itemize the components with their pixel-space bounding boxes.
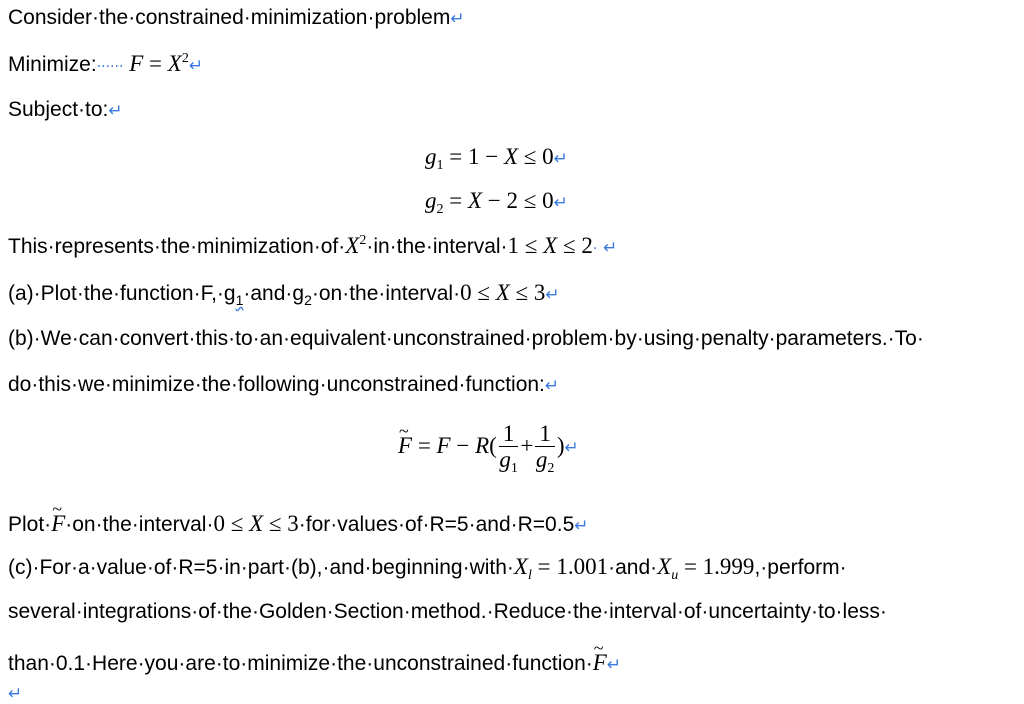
part-c-line-2: several·integrations·of·the·Golden·Section·method.·Reduce·the·interval·of·uncertainty·to·less·	[8, 600, 887, 623]
empty-paragraph	[8, 684, 22, 703]
fraction-1-over-g2: $\frac{1}{g_2}$	[535, 421, 555, 477]
constraint-g2: $g_2 = X - 2$ ≤ 0↵	[425, 188, 568, 217]
paragraph-mark-icon: ↵	[606, 655, 622, 675]
paragraph-mark-icon: ↵	[544, 376, 560, 396]
minimize-line	[8, 50, 203, 81]
spacing-dots: ······	[96, 59, 124, 75]
constraint-g1: $g_1 = 1 - X$ ≤ 0↵	[425, 144, 568, 173]
paragraph-mark-icon: ↵	[8, 684, 23, 704]
represents-line: $This\cdot represents\cdot the\cdot minimization\cdot of\cdot X^2\cdot in\cdot the\cdot interval\cdot 1 \le X \le 2\cdot$ ↵	[8, 233, 618, 258]
f-tilde: ~ F	[398, 420, 412, 472]
part-b-line-2: do·this·we·minimize·the·following·unconstrained·function:↵	[8, 373, 560, 396]
part-c-line-3: than·0.1·Here·you·are·to·minimize·the·unconstrained·function·~ F↵	[8, 649, 621, 679]
subject-to-line	[8, 96, 123, 125]
part-b-line-1: (b)·We·can·convert·this·to·an·equivalent·unconstrained·problem·by·using·penalty·parameters.·To·	[8, 327, 924, 350]
plot-ftilde-line: Plot·~ F·on·the·interval·0 ≤ X ≤ 3·for·values·of·R=5·and·R=0.5↵	[8, 510, 589, 540]
part-a-line: $(a)\cdot Plot\cdot the\cdot function\cdot F,\cdot g_1\cdot and\cdot g_2\cdot on\cdot the\cdot interval\cdot 0 \le X$ ≤ 3↵	[8, 280, 560, 308]
paragraph-mark-icon: ↵	[188, 56, 204, 76]
paragraph-mark-icon: ↵	[545, 285, 560, 305]
paragraph-mark-icon: ↵	[108, 101, 123, 121]
paragraph-mark-icon: ↵	[450, 9, 465, 29]
objective-expression: $F = X^2$	[129, 51, 189, 76]
minimize-label: Minimize:	[8, 53, 97, 76]
penalty-formula: ~ F = F − R( $\frac{1}{g_1}$ + $\frac{1}{g_2}$ )↵	[398, 420, 579, 474]
paragraph-mark-icon: ↵	[564, 438, 579, 458]
problem-intro	[8, 4, 465, 33]
paragraph-mark-icon: ↵	[553, 149, 568, 169]
paragraph-mark-icon: ↵	[603, 238, 618, 258]
fraction-1-over-g1: $\frac{1}{g_1}$	[499, 421, 518, 477]
part-c-line-1: $(c)\cdot For\cdot a\cdot value\cdot of\cdot R=5\cdot in\cdot part\cdot(b),\cdot and\cdot beginning\cdot with\cdot X_l = 1.001\cdot and\cdot X_u$ = 1.999,·perform·	[8, 554, 847, 583]
subject-to-label: Subject·to:	[8, 98, 109, 121]
paragraph-mark-icon: ↵	[574, 516, 589, 536]
intro-text: Consider·the·constrained·minimization·problem	[8, 6, 451, 29]
paragraph-mark-icon: ↵	[553, 193, 568, 213]
